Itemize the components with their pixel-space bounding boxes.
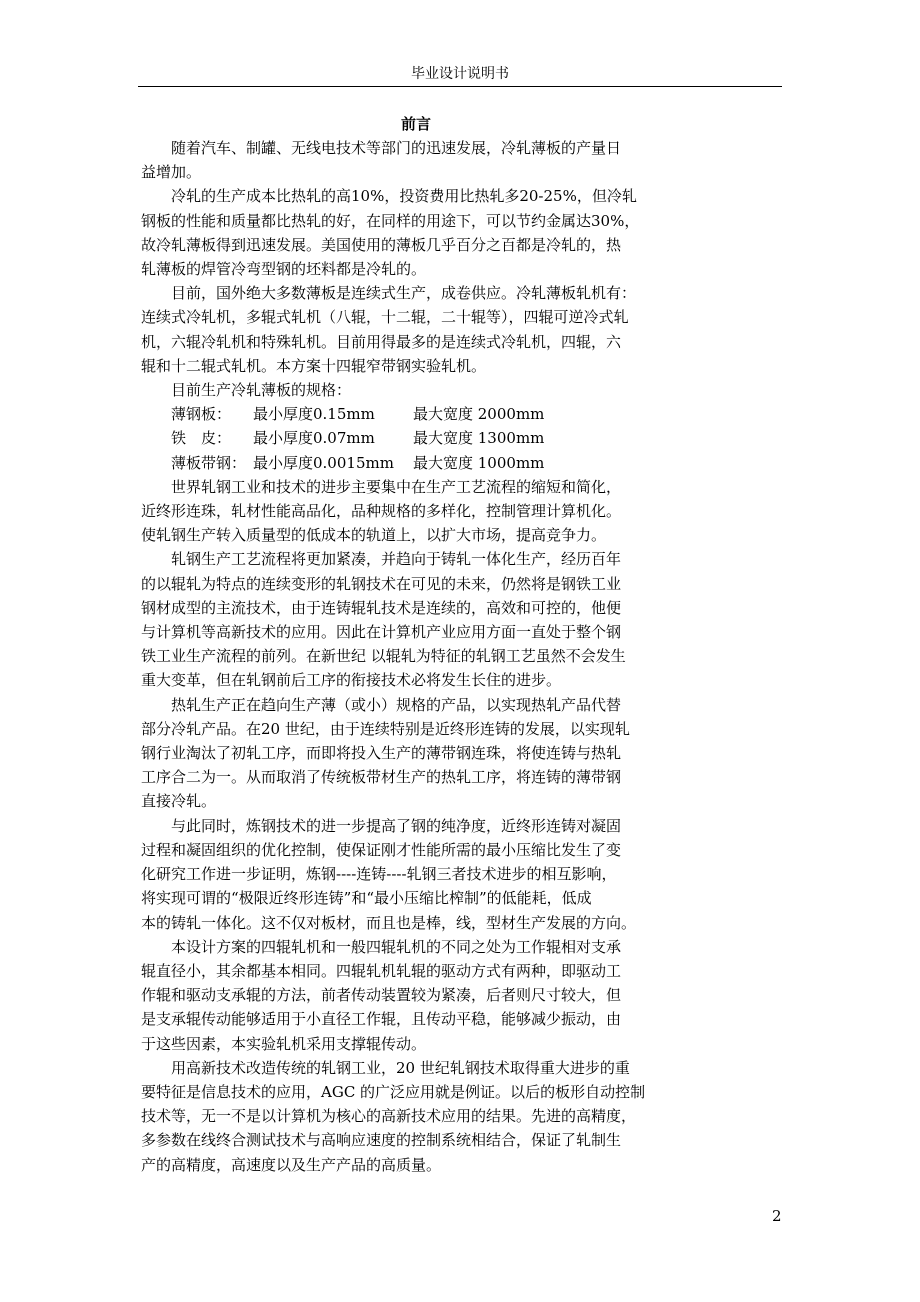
paragraph-line: 随着汽车、制罐、无线电技术等部门的迅速发展，冷轧薄板的产量日 <box>171 139 622 157</box>
paragraph-line: 与计算机等高新技术的应用。因此在计算机产业应用方面一直处于整个钢 <box>141 623 622 642</box>
paragraph-group-2 <box>141 475 691 1177</box>
paragraph-line: 钢行业淘汰了初轧工序，而即将投入生产的薄带钢连珠，将使连铸与热轧 <box>141 744 622 763</box>
spec-min: 最小厚度0.0015mm <box>253 453 394 472</box>
paragraph-line: 于这些因素，本实验轧机采用支撑辊传动。 <box>141 1034 427 1053</box>
paragraph-line: 本的铸轧一体化。这不仅对板材，而且也是棒，线，型材生产发展的方向。 <box>141 913 637 932</box>
paragraph-line: 益增加。 <box>141 163 202 182</box>
paragraph-line: 近终形连珠，轧材性能高品化，品种规格的多样化，控制管理计算机化。 <box>141 502 622 521</box>
paragraph-line: 辊直径小，其余都基本相同。四辊轧机轧辊的驱动方式有两种，即驱动工 <box>141 961 622 980</box>
paragraph-line: 本设计方案的四辊轧机和一般四辊轧机的不同之处为工作辊相对支承 <box>171 937 622 956</box>
paragraph-line: 钢板的性能和质量都比热轧的好，在同样的用途下，可以节约金属达30%， <box>141 211 640 230</box>
spec-max: 最大宽度 1300mm <box>413 429 545 448</box>
spec-row <box>141 426 691 450</box>
paragraph <box>141 184 691 281</box>
header-divider <box>138 86 782 87</box>
paragraph-line: 将实现可谓的“极限近终形连铸”和“最小压缩比榨制”的低能耗，低成 <box>141 889 592 908</box>
paragraph-line: 的以辊轧为特点的连续变形的轧钢技术在可见的未来，仍然将是钢铁工业 <box>141 574 622 593</box>
spec-min: 最小厚度0.07mm <box>253 429 375 448</box>
paragraph <box>141 814 691 935</box>
paragraph <box>141 136 691 184</box>
paragraph-line: 铁工业生产流程的前列。在新世纪 以辊轧为特征的轧钢工艺虽然不会发生 <box>141 647 626 666</box>
paragraph-line: 冷轧的生产成本比热轧的高10%，投资费用比热轧多20-25%，但冷轧 <box>171 187 637 206</box>
paragraph-line: 作辊和驱动支承辊的方法，前者传动装置较为紧凑，后者则尺寸较大，但 <box>141 986 622 1005</box>
paragraph-line: 部分冷轧产品。在20 世纪，由于连续特别是近终形连铸的发展，以实现轧 <box>141 719 630 738</box>
spec-max: 最大宽度 1000mm <box>413 453 545 472</box>
spec-label: 薄板带钢： <box>171 453 247 472</box>
paragraph-line: 故冷轧薄板得到迅速发展。美国使用的薄板几乎百分之百都是冷轧的，热 <box>141 235 622 254</box>
spec-list <box>141 402 691 475</box>
paragraph-line: 化研究工作进一步证明，炼钢----连铸----轧钢三者技术进步的相互影响， <box>141 865 617 884</box>
paragraph-line: 技术等，无一不是以计算机为核心的高新技术应用的结果。先进的高精度， <box>141 1107 637 1126</box>
page-number: 2 <box>772 1207 782 1225</box>
spec-label: 薄钢板： <box>171 405 232 424</box>
page-header: 毕业设计说明书 <box>411 66 509 82</box>
document-body <box>141 112 691 1177</box>
spec-min: 最小厚度0.15mm <box>253 405 375 424</box>
paragraph-line: 辊和十二辊式轧机。本方案十四辊窄带钢实验轧机。 <box>141 356 487 375</box>
paragraph <box>141 378 691 402</box>
paragraph <box>141 935 691 1056</box>
paragraph <box>141 1056 691 1177</box>
paragraph-line: 重大变革，但在轧钢前后工序的衔接技术必将发生长住的进步。 <box>141 671 562 690</box>
spec-row <box>141 451 691 475</box>
paragraph-line: 多参数在线终合测试技术与高响应速度的控制系统相结合，保证了轧制生 <box>141 1131 622 1150</box>
paragraph-line: 目前，国外绝大多数薄板是连续式生产，成卷供应。冷轧薄板轧机有： <box>171 284 637 303</box>
paragraph-line: 产的高精度，高速度以及生产产品的高质量。 <box>141 1155 442 1174</box>
paragraph-line: 世界轧钢工业和技术的进步主要集中在生产工艺流程的缩短和简化， <box>171 477 622 496</box>
spec-row <box>141 402 691 426</box>
section-title: 前言 <box>400 115 431 133</box>
paragraph <box>141 693 691 814</box>
paragraph-line: 热轧生产正在趋向生产薄（或小）规格的产品，以实现热轧产品代替 <box>171 695 622 714</box>
paragraph-line: 是支承辊传动能够适用于小直径工作辊，且传动平稳，能够减少振动，由 <box>141 1010 622 1029</box>
paragraph-line: 连续式冷轧机，多辊式轧机（八辊，十二辊，二十辊等），四辊可逆冷式轧 <box>141 308 629 327</box>
paragraph-line: 直接冷轧。 <box>141 792 217 811</box>
paragraph-line: 与此同时，炼钢技术的进一步提高了钢的纯净度，近终形连铸对凝固 <box>171 816 622 835</box>
paragraph-group-1 <box>141 136 691 402</box>
paragraph <box>141 281 691 378</box>
paragraph <box>141 475 691 548</box>
paragraph-line: 机，六辊冷轧机和特殊轧机。目前用得最多的是连续式冷轧机，四辊，六 <box>141 332 622 351</box>
paragraph-line: 过程和凝固组织的优化控制，使保证刚才性能所需的最小压缩比发生了变 <box>141 840 622 859</box>
spec-label: 铁 皮： <box>171 429 232 448</box>
paragraph-line: 轧薄板的焊管冷弯型钢的坯料都是冷轧的。 <box>141 260 427 279</box>
paragraph-line: 轧钢生产工艺流程将更加紧凑，并趋向于铸轧一体化生产，经历百年 <box>171 550 622 569</box>
paragraph-line: 用高新技术改造传统的轧钢工业，20 世纪轧钢技术取得重大进步的重 <box>171 1058 630 1077</box>
spec-max: 最大宽度 2000mm <box>413 405 545 424</box>
paragraph-line: 要特征是信息技术的应用，AGC 的广泛应用就是例证。以后的板形自动控制 <box>141 1082 646 1101</box>
paragraph-line: 钢材成型的主流技术，由于连铸辊轧技术是连续的，高效和可控的，他便 <box>141 598 622 617</box>
paragraph-line: 使轧钢生产转入质量型的低成本的轨道上，以扩大市场，提高竞争力。 <box>141 526 607 545</box>
paragraph <box>141 547 691 692</box>
paragraph-line: 目前生产冷轧薄板的规格： <box>171 381 352 400</box>
paragraph-line: 工序合二为一。从而取消了传统板带材生产的热轧工序，将连铸的薄带钢 <box>141 768 622 787</box>
